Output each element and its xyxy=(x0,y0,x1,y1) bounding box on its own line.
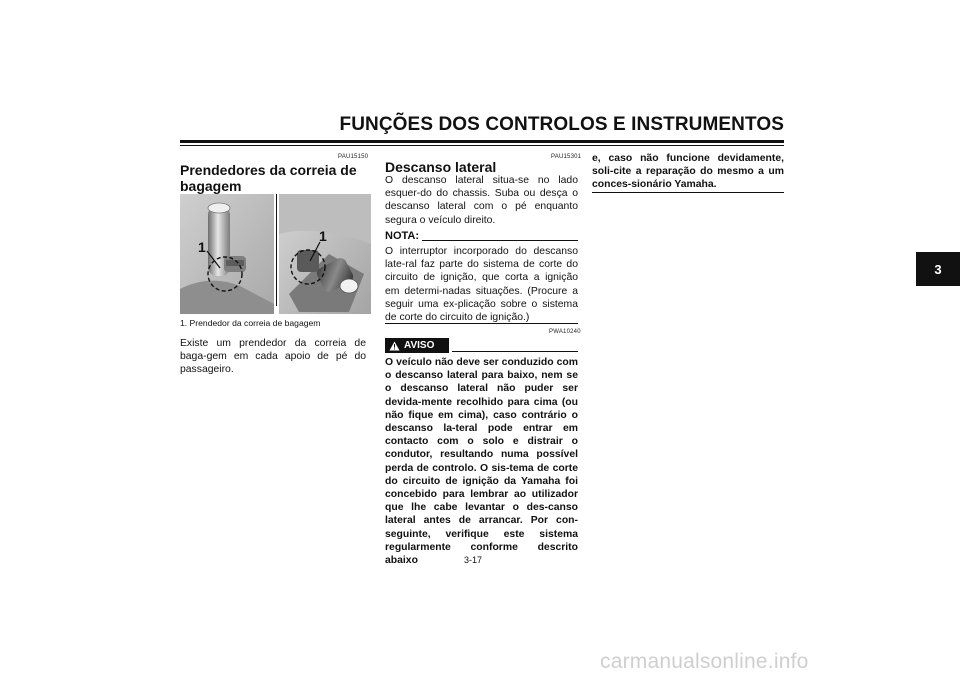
photo-strap-holder-right-graphic xyxy=(279,194,371,314)
photo-strap-holder-left-graphic xyxy=(180,194,274,314)
note-label: NOTA: xyxy=(385,230,420,242)
page-number: 3-17 xyxy=(464,555,483,565)
section-heading-line1: Prendedores da correia de xyxy=(180,162,357,178)
photo-strap-holder-right xyxy=(279,194,371,314)
sidestand-text: O descanso lateral situa-se no lado esquer-do do chassis. Suba ou desça o descanso lateral com o pé enquanto segura o veículo direito. xyxy=(385,175,578,226)
section-code: PAU15301 xyxy=(551,154,582,160)
page-header-title: FUNÇÕES DOS CONTROLOS E INSTRUMENTOS xyxy=(339,114,784,135)
header-rule-thin xyxy=(180,145,784,146)
photo-callout-right: 1 xyxy=(319,228,327,244)
warning-badge xyxy=(385,338,449,353)
warning-rule xyxy=(452,351,578,352)
header-rule xyxy=(180,140,784,143)
warning-text-continued: e, caso não funcione devidamente, soli-cite a reparação do mesmo a um conces-sionário Yamaha. xyxy=(592,153,784,191)
section-code: PAU15150 xyxy=(338,154,369,160)
photo-caption: 1. Prendedor da correia de bagagem xyxy=(180,318,321,328)
photo-divider xyxy=(276,194,277,306)
section-heading xyxy=(180,162,360,194)
section-heading-line2: bagagem xyxy=(180,178,242,194)
warning-code: PWA10240 xyxy=(549,329,581,335)
warning-label: AVISO xyxy=(404,340,435,351)
photo-strap-holder-left xyxy=(180,194,274,314)
note-text: O interruptor incorporado do descanso late-ral faz parte do sistema de corte do circuito de ignição, que corta a ignição em determi-nadas situações. (Procure a seguir uma ex-plicação sobre o sistema de corte do circuito de ignição.) xyxy=(385,246,578,324)
note-rule xyxy=(422,240,578,241)
section-heading: Descanso lateral xyxy=(385,159,497,175)
warning-text: O veículo não deve ser conduzido com o descanso lateral para baixo, nem se o descanso lateral não puder ser devida-mente recolhido para cima (ou não fique em cima), caso contrário o descanso la-teral pode entrar em contacto com o solo e distrair o condutor, resultando numa possível perda de controlo. O sis-tema de corte do circuito de ignição da Yamaha foi concebido para lembrar ao utilizador que lhe cabe levantar o des-canso lateral antes de arrancar. Por con-seguinte, verifique este sistema regularmente conforme descrito abaixo xyxy=(385,357,578,567)
note-end-rule xyxy=(385,323,578,324)
photo-callout-left: 1 xyxy=(198,239,206,255)
warning-triangle-icon xyxy=(389,341,400,351)
strap-holder-text: Existe um prendedor da correia de baga-gem em cada apoio de pé do passageiro. xyxy=(180,338,366,376)
warning-end-rule xyxy=(592,192,784,193)
chapter-tab: 3 xyxy=(916,252,960,286)
watermark: carmanualsonline.info xyxy=(600,650,809,673)
